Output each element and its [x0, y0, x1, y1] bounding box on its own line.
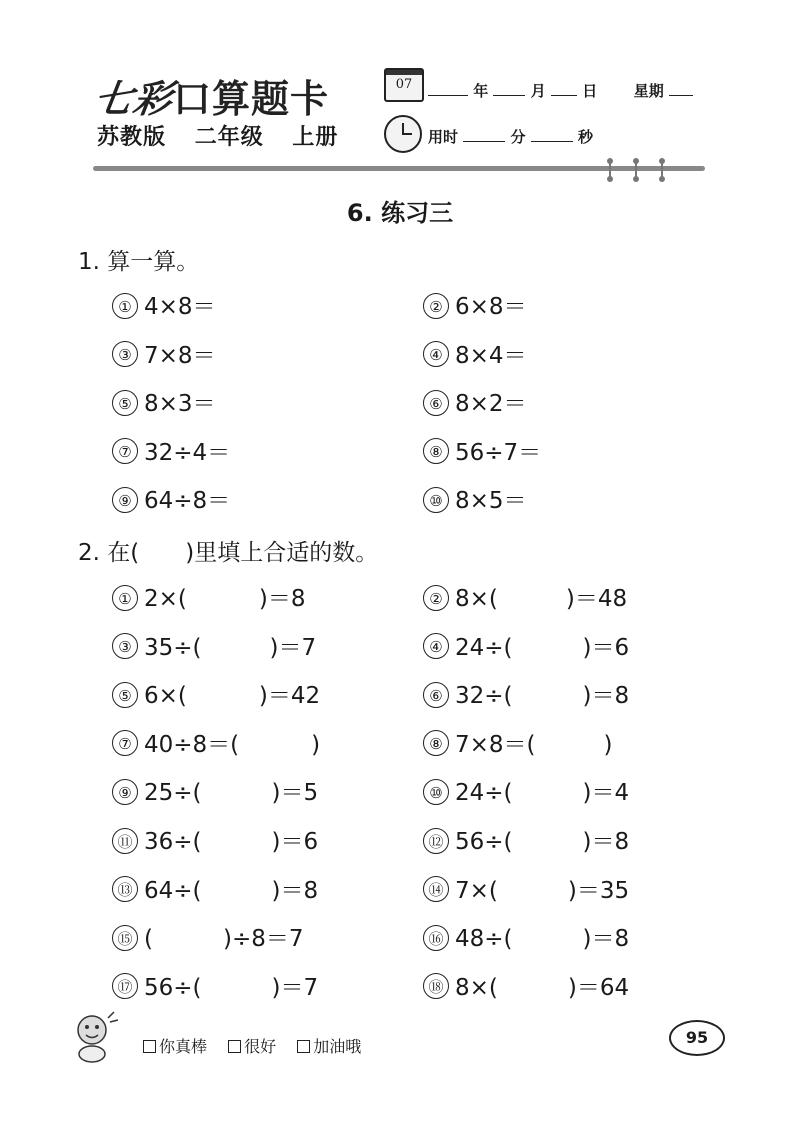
item-expression-pre: 56÷( [144, 974, 202, 1001]
section2-heading-pre: 2. 在( [78, 540, 140, 566]
binder-ring [633, 158, 639, 182]
item-number: ⑥ [423, 390, 449, 416]
weekday-label: 星期 [633, 82, 664, 100]
item-expression-pre: 6×( [144, 683, 187, 710]
item-expression: 56÷7＝ [455, 439, 542, 466]
item-number: ② [423, 585, 449, 611]
item-expression: 7×8＝ [144, 342, 216, 369]
calc-item [423, 288, 527, 321]
item-expression-post: )＝42 [258, 683, 321, 710]
item-expression-pre: 64÷( [144, 877, 202, 904]
item-expression-pre: 25÷( [144, 780, 202, 807]
fill-item [112, 629, 316, 662]
item-expression-pre: 2×( [144, 586, 187, 612]
item-expression: 8×2＝ [455, 391, 527, 417]
item-number: ③ [112, 341, 138, 367]
header-divider [93, 166, 705, 171]
fill-item [112, 677, 320, 710]
item-number: ⑫ [423, 828, 449, 854]
item-expression: 8×4＝ [455, 342, 527, 369]
item-expression-post: )＝7 [269, 634, 317, 661]
fill-item [112, 920, 304, 953]
fill-item [423, 774, 629, 807]
fill-item [423, 920, 629, 953]
calc-item [112, 482, 230, 515]
fill-item [423, 629, 629, 662]
rating-great[interactable]: 你真棒 [143, 1034, 207, 1057]
item-number: ⑮ [112, 925, 138, 951]
item-expression-post: )＝8 [582, 829, 630, 855]
item-number: ⑨ [112, 487, 138, 513]
item-number: ④ [423, 633, 449, 659]
item-expression-pre: 32÷( [455, 683, 513, 710]
item-expression-post: )＝8 [582, 683, 630, 710]
item-number: ⑦ [112, 730, 138, 756]
time-line [428, 126, 593, 147]
item-number: ③ [112, 633, 138, 659]
calc-item [423, 434, 541, 467]
clock-icon [384, 115, 422, 153]
item-expression-post: )＝5 [271, 780, 319, 807]
calc-item [112, 337, 216, 370]
page-number: 95 [669, 1020, 725, 1056]
item-number: ① [112, 293, 138, 319]
seconds-label: 秒 [577, 128, 593, 146]
item-number: ⑭ [423, 876, 449, 902]
checkbox-icon [228, 1040, 241, 1053]
item-number: ⑩ [423, 487, 449, 513]
day-blank[interactable] [551, 81, 577, 96]
mascot-icon [70, 1008, 120, 1064]
calc-item [423, 337, 527, 370]
binder-ring [607, 158, 613, 182]
item-expression-post: ) [603, 731, 613, 758]
item-expression-post: )÷8＝7 [222, 926, 304, 953]
item-expression-pre: 7×8＝( [455, 731, 536, 758]
day-label: 日 [582, 82, 598, 100]
item-number: ⑪ [112, 828, 138, 854]
brand-logo [91, 68, 330, 123]
fill-item [112, 580, 306, 613]
binder-ring [659, 158, 665, 182]
item-number: ② [423, 293, 449, 319]
item-expression: 4×8＝ [144, 294, 216, 320]
fill-item [423, 872, 629, 905]
calc-item [112, 288, 216, 321]
item-expression-pre: 35÷( [144, 634, 202, 661]
item-expression-pre: 24÷( [455, 634, 513, 661]
fill-item [423, 823, 629, 856]
item-number: ④ [423, 341, 449, 367]
item-expression-pre: ( [144, 926, 153, 953]
month-blank[interactable] [493, 81, 525, 96]
item-expression: 32÷4＝ [144, 439, 231, 466]
item-number: ⑤ [112, 682, 138, 708]
item-expression: 6×8＝ [455, 294, 527, 320]
calc-item [423, 385, 527, 418]
item-expression: 8×5＝ [455, 488, 527, 514]
edition-publisher: 苏教版 [97, 124, 167, 150]
checkbox-icon [297, 1040, 310, 1053]
edition-volume: 上册 [292, 124, 339, 150]
edition-grade: 二年级 [194, 124, 264, 150]
fill-item [423, 580, 627, 613]
item-expression-pre: 56÷( [455, 829, 513, 855]
item-number: ① [112, 585, 138, 611]
item-expression: 8×3＝ [144, 391, 216, 417]
item-expression-pre: 36÷( [144, 829, 202, 855]
item-number: ⑯ [423, 925, 449, 951]
item-expression-pre: 40÷8＝( [144, 731, 240, 758]
calc-item [112, 385, 216, 418]
minutes-label: 分 [510, 128, 526, 146]
item-number: ⑬ [112, 876, 138, 902]
month-label: 月 [530, 82, 546, 100]
rating-good[interactable]: 很好 [228, 1034, 276, 1057]
item-number: ⑤ [112, 390, 138, 416]
item-expression-post: )＝4 [582, 780, 630, 807]
item-number: ⑦ [112, 438, 138, 464]
rating-keep-going[interactable]: 加油哦 [297, 1034, 361, 1057]
calendar-icon [384, 68, 424, 102]
section2-heading [78, 534, 378, 567]
section1-heading: 1. 算一算。 [78, 249, 200, 275]
fill-item [423, 969, 629, 1002]
fill-item [112, 872, 318, 905]
calc-item [112, 434, 230, 467]
item-expression-post: )＝8 [582, 926, 630, 953]
fill-item [112, 823, 318, 856]
item-expression-pre: 8×( [455, 586, 498, 612]
brand-rest: 口算题卡 [173, 76, 330, 121]
item-number: ⑱ [423, 973, 449, 999]
fill-item [112, 969, 318, 1002]
item-number: ⑧ [423, 730, 449, 756]
weekday-blank[interactable] [669, 81, 693, 96]
lesson-title: 6. 练习三 [346, 199, 454, 227]
year-label: 年 [473, 82, 489, 100]
item-expression-pre: 24÷( [455, 780, 513, 807]
item-expression-post: )＝6 [271, 829, 319, 855]
item-expression-post: )＝64 [567, 974, 630, 1001]
fill-item [112, 774, 318, 807]
item-expression-pre: 7×( [455, 877, 498, 904]
date-line [428, 80, 693, 101]
item-expression-post: )＝35 [567, 877, 630, 904]
item-expression-post: ) [311, 731, 321, 758]
fill-item [423, 726, 613, 759]
item-number: ⑥ [423, 682, 449, 708]
edition-line [97, 120, 358, 151]
item-expression-post: )＝8 [258, 586, 306, 612]
item-expression-pre: 48÷( [455, 926, 513, 953]
minutes-blank[interactable] [463, 127, 505, 142]
time-label: 用时 [428, 128, 459, 146]
item-expression-pre: 8×( [455, 974, 498, 1001]
checkbox-icon [143, 1040, 156, 1053]
rating-options [143, 1034, 377, 1057]
item-number: ⑧ [423, 438, 449, 464]
item-expression-post: )＝8 [271, 877, 319, 904]
brand-first: 七彩 [91, 76, 176, 121]
item-expression-post: )＝48 [565, 586, 628, 612]
item-number: ⑨ [112, 779, 138, 805]
calendar-day: 07 [395, 77, 413, 92]
item-number: ⑩ [423, 779, 449, 805]
seconds-blank[interactable] [531, 127, 573, 142]
year-blank[interactable] [428, 81, 468, 96]
fill-item [112, 726, 320, 759]
item-expression-post: )＝6 [582, 634, 630, 661]
item-number: ⑰ [112, 973, 138, 999]
section2-heading-post: )里填上合适的数。 [185, 540, 379, 566]
fill-item [423, 677, 629, 710]
calc-item [423, 482, 527, 515]
item-expression: 64÷8＝ [144, 488, 231, 514]
item-expression-post: )＝7 [271, 974, 319, 1001]
